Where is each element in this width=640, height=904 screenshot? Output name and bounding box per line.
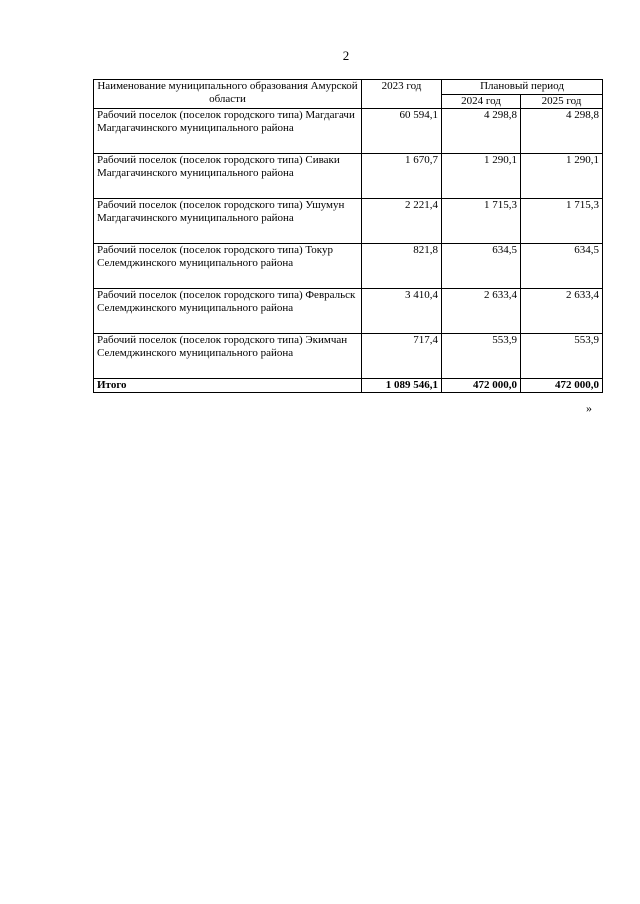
- header-planned-period: Плановый период: [442, 80, 603, 95]
- row-value-2024: 553,9: [442, 334, 521, 379]
- row-value-2024: 634,5: [442, 244, 521, 289]
- total-value-2025: 472 000,0: [521, 379, 603, 393]
- total-value-2024: 472 000,0: [442, 379, 521, 393]
- table-header-row: [94, 80, 603, 95]
- row-name: Рабочий поселок (поселок городского типа) Ушумун Магдагачинского муниципального района: [94, 199, 362, 244]
- row-name: Рабочий поселок (поселок городского типа) Сиваки Магдагачинского муниципального района: [94, 154, 362, 199]
- total-label: Итого: [94, 379, 362, 393]
- row-value-2025: 4 298,8: [521, 109, 603, 154]
- header-year-2025: 2025 год: [521, 95, 603, 109]
- row-value-2025: 634,5: [521, 244, 603, 289]
- row-value-2023: 60 594,1: [362, 109, 442, 154]
- table-row: [94, 154, 603, 199]
- row-value-2023: 821,8: [362, 244, 442, 289]
- table-total-row: [94, 379, 603, 393]
- row-value-2024: 1 715,3: [442, 199, 521, 244]
- row-name: Рабочий поселок (поселок городского типа) Магдагачи Магдагачинского муниципального района: [94, 109, 362, 154]
- row-value-2024: 1 290,1: [442, 154, 521, 199]
- header-municipality: Наименование муниципального образования Амурской области: [94, 80, 362, 109]
- budget-table: [93, 79, 603, 393]
- row-value-2023: 1 670,7: [362, 154, 442, 199]
- row-value-2025: 553,9: [521, 334, 603, 379]
- table-row: [94, 244, 603, 289]
- table-row: [94, 334, 603, 379]
- row-value-2024: 4 298,8: [442, 109, 521, 154]
- row-value-2025: 1 290,1: [521, 154, 603, 199]
- row-name: Рабочий поселок (поселок городского типа) Февральск Селемджинского муниципального района: [94, 289, 362, 334]
- closing-quote-mark: »: [586, 401, 592, 415]
- row-name: Рабочий поселок (поселок городского типа) Токур Селемджинского муниципального района: [94, 244, 362, 289]
- table-row: [94, 289, 603, 334]
- table-row: [94, 199, 603, 244]
- table-row: [94, 109, 603, 154]
- page-number: 2: [342, 48, 350, 63]
- row-value-2025: 2 633,4: [521, 289, 603, 334]
- header-year-2024: 2024 год: [442, 95, 521, 109]
- header-year-2023: 2023 год: [362, 80, 442, 109]
- total-value-2023: 1 089 546,1: [362, 379, 442, 393]
- row-value-2023: 717,4: [362, 334, 442, 379]
- row-value-2023: 2 221,4: [362, 199, 442, 244]
- row-value-2024: 2 633,4: [442, 289, 521, 334]
- row-name: Рабочий поселок (поселок городского типа) Экимчан Селемджинского муниципального района: [94, 334, 362, 379]
- row-value-2025: 1 715,3: [521, 199, 603, 244]
- row-value-2023: 3 410,4: [362, 289, 442, 334]
